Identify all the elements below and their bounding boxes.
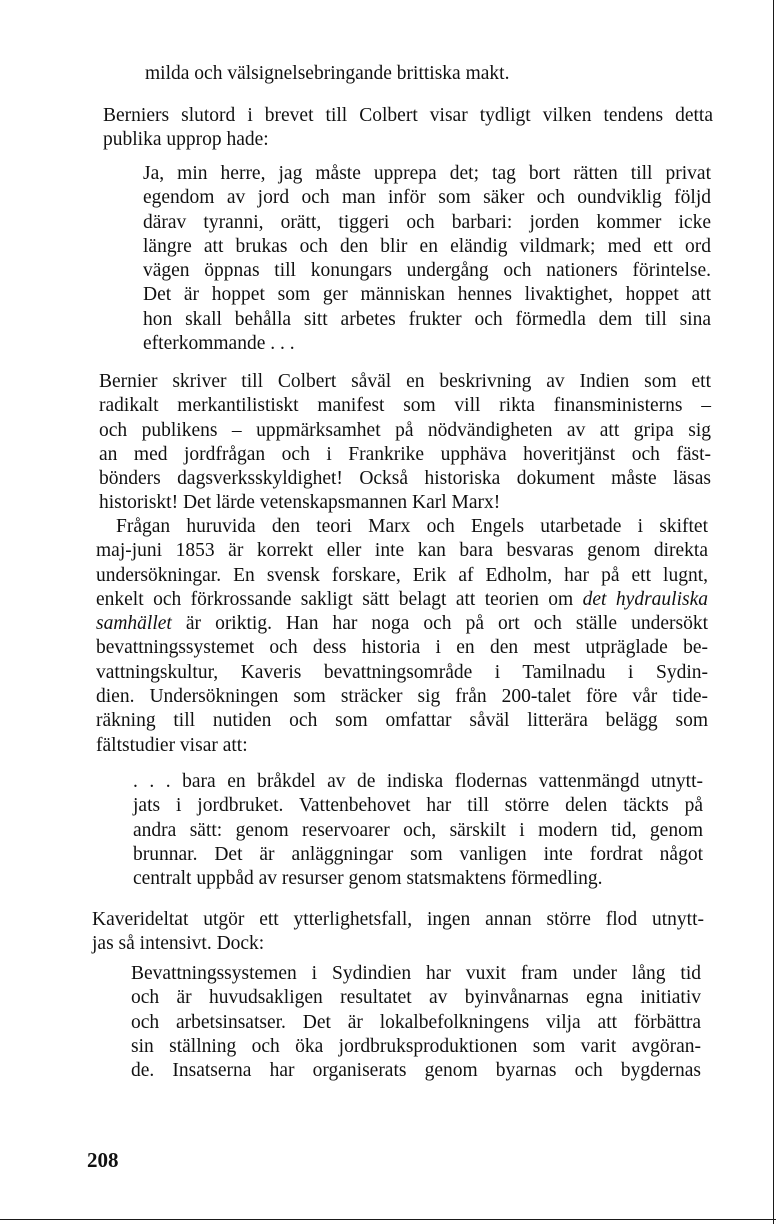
text-line: efterkommande . . . <box>143 333 295 355</box>
text-line: centralt uppbåd av resurser genom statsmaktens förmedling. <box>133 868 603 890</box>
text-line <box>96 612 708 636</box>
text-line: maj-juni 1853 är korrekt eller inte kan bara besvaras genom direkta <box>96 540 708 562</box>
block-quote-2 <box>133 770 703 891</box>
italic-term: samhället <box>96 613 172 635</box>
italic-term: det hydrauliska <box>582 588 708 610</box>
text-line: egendom av jord och man inför som säker och oundviklig följd <box>143 187 711 209</box>
text-line: och publikens – uppmärksamhet på nödvändigheten av att gripa sig <box>99 419 711 441</box>
page-right-edge <box>773 0 774 1224</box>
text-line: historiskt! Det lärde vetenskapsmannen Karl Marx! <box>99 492 501 514</box>
text-line: jats i jordbruket. Vattenbehovet har till större delen täckts på <box>133 795 703 817</box>
text-line: bönders dagsverksskyldighet! Också historiska dokument måste läsas <box>99 468 711 490</box>
text-line: därav tyranni, orätt, tiggeri och barbari: jorden kommer icke <box>143 211 711 233</box>
text-line: fältstudier visar att: <box>96 734 248 756</box>
text-line: hon skall behålla sitt arbetes frukter och förmedla dem till sina <box>143 308 711 330</box>
text-line: räkning till nutiden och som omfattar såväl litterära belägg som <box>96 710 708 732</box>
paragraph-1 <box>103 104 713 153</box>
text-line: . . . bara en bråkdel av de indiska flodernas vattenmängd utnytt- <box>133 771 703 792</box>
text-line: brunnar. Det är anläggningar som vanligen inte fordrat något <box>133 843 703 865</box>
text-line: publika upprop hade: <box>103 129 269 151</box>
block-quote-1 <box>143 162 711 356</box>
text-line: Bernier skriver till Colbert såväl en beskrivning av Indien som ett <box>99 371 711 392</box>
text-line: Berniers slutord i brevet till Colbert visar tydligt vilken tendens detta <box>103 105 713 126</box>
text-line: an med jordfrågan och i Frankrike upphäva hoveritjänst och fäst- <box>99 443 711 465</box>
paragraph-2 <box>99 370 711 516</box>
text-line: Kaverideltat utgör ett ytterlighetsfall, ingen annan större flod utnytt- <box>92 909 704 930</box>
text-line: vägen öppnas till konungars undergång och nationers förintelse. <box>143 260 711 282</box>
text-run: är oriktig. Han har noga och på ort och ställe undersökt <box>171 613 708 635</box>
text-line: undersökningar. En svensk forskare, Erik af Edholm, har på ett lugnt, <box>96 564 708 586</box>
text-line <box>96 588 708 612</box>
text-line: och arbetsinsatser. Det är lokalbefolkningens vilja att förbättra <box>131 1011 701 1033</box>
page-bottom-edge <box>0 1219 776 1220</box>
text-line: Bevattningssystemen i Sydindien har vuxit fram under lång tid <box>131 963 701 984</box>
text-line: vattningskultur, Kaveris bevattningsområde i Tamilnadu i Sydin- <box>96 661 708 683</box>
quote-tail <box>145 62 555 86</box>
text-line: andra sätt: genom reservoarer och, särskilt i modern tid, genom <box>133 819 703 841</box>
text-line: radikalt merkantilistiskt manifest som vill rikta finansministerns – <box>99 395 711 417</box>
text-line: och är huvudsakligen resultatet av byinvånarnas egna initiativ <box>131 987 701 1009</box>
text-line: längre att brukas och den blir en eländig vildmark; med ett ord <box>143 235 711 257</box>
paragraph-3 <box>96 515 708 758</box>
text-line: de. Insatserna har organiserats genom byarnas och bygdernas <box>131 1060 701 1082</box>
text-line: sin ställning och öka jordbruksproduktionen som varit avgöran- <box>131 1035 701 1057</box>
text-line: milda och välsignelsebringande brittiska makt. <box>145 63 510 84</box>
block-quote-3 <box>131 962 701 1083</box>
text-line: Det är hoppet som ger människan hennes livaktighet, hoppet att <box>143 284 711 306</box>
text-line: dien. Undersökningen som sträcker sig från 200-talet före vår tide- <box>96 686 708 708</box>
text-line: Frågan huruvida den teori Marx och Engels utarbetade i skiftet <box>116 516 708 537</box>
text-line: bevattningssystemet och dess historia i en den mest utpräglade be- <box>96 637 708 659</box>
paragraph-4 <box>92 908 704 957</box>
text-line: jas så intensivt. Dock: <box>92 933 265 955</box>
text-line: Ja, min herre, jag måste upprepa det; tag bort rätten till privat <box>143 163 711 184</box>
text-run: enkelt och förkrossande sakligt sätt belagt att teorien om <box>96 588 583 610</box>
page-number: 208 <box>87 1148 119 1172</box>
